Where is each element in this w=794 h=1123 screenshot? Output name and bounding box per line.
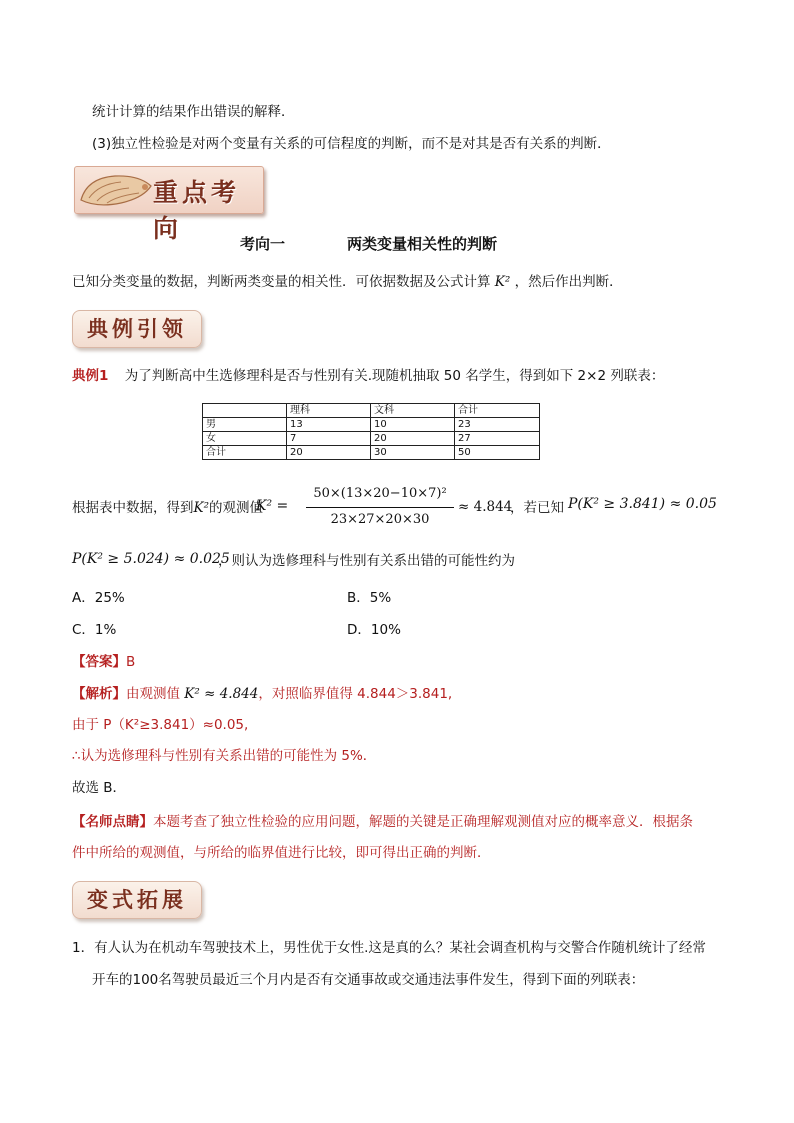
- condition-prefix: ，若已知: [510, 500, 564, 516]
- table-cell: 10: [371, 418, 455, 432]
- table-cell: 30: [371, 446, 455, 460]
- intro-line-1: 统计计算的结果作出错误的解释．: [92, 104, 295, 120]
- variant-extension-tag: 变式拓展: [72, 881, 202, 919]
- analysis-label: 【解析】: [72, 686, 126, 702]
- table-header-row: [203, 404, 540, 418]
- table-cell: 7: [287, 432, 371, 446]
- table-cell: 23: [455, 418, 540, 432]
- analysis-line-2: 由于 P（K²≥3.841）≈0.05,: [72, 717, 249, 733]
- k2-symbol: K²: [494, 274, 511, 290]
- analysis-k2-value: K² ≈ 4.844: [184, 686, 259, 702]
- table-row: [203, 418, 540, 432]
- table-header-cell: [203, 404, 287, 418]
- option-a[interactable]: A．25%: [72, 590, 125, 606]
- exercise-1-line-1: 1．有人认为在机动车驾驶技术上，男性优于女性.这是真的么？某社会调查机构与交警合作随机统计了经常: [72, 940, 706, 956]
- example-1-text: 为了判断高中生选修理科是否与性别有关.现随机抽取 50 名学生，得到如下 2×2 列联表：: [124, 368, 665, 384]
- formula-prefix-text: 根据表中数据，得到: [72, 500, 194, 516]
- formula-denominator: 23×27×20×30: [330, 512, 430, 527]
- teacher-remark-label: 【名师点睛】: [72, 814, 153, 830]
- question-text: ，则认为选修理科与性别有关系出错的可能性约为: [218, 553, 515, 569]
- analysis-line-1: [72, 684, 452, 704]
- section-description-text: 已知分类变量的数据，判断两类变量的相关性．可依据数据及公式计算: [72, 274, 491, 290]
- table-cell: 20: [287, 446, 371, 460]
- section-heading-title: 两类变量相关性的判断: [347, 235, 498, 253]
- table-row: [203, 432, 540, 446]
- formula-numerator: 50×(13×20−10×7)²: [313, 486, 447, 501]
- option-c[interactable]: C．1%: [72, 622, 117, 638]
- section-heading-number: 考向一: [240, 235, 286, 253]
- k2-equals: K² =: [256, 498, 289, 514]
- option-b[interactable]: B．5%: [347, 590, 392, 606]
- table-header-cell: 合计: [455, 404, 540, 418]
- formula-approx: ≈ 4.844: [458, 499, 513, 515]
- condition-1: P(K² ≥ 3.841) ≈ 0.05: [568, 496, 717, 512]
- answer-line: [72, 652, 135, 672]
- table-cell: 50: [455, 446, 540, 460]
- table-cell: 13: [287, 418, 371, 432]
- analysis-text-1a: 由观测值: [126, 686, 180, 702]
- table-cell: 27: [455, 432, 540, 446]
- exercise-1-line-2: 开车的100名驾驶员最近三个月内是否有交通事故或交通违法事件发生，得到下面的列联表：: [92, 972, 645, 988]
- formula-mid-text: 的观测值: [209, 500, 263, 516]
- analysis-line-3: ∴认为选修理科与性别有关系出错的可能性为 5%．: [72, 748, 377, 764]
- key-direction-banner: [74, 166, 264, 243]
- example-1-question: [72, 366, 664, 386]
- table-header-cell: 文科: [371, 404, 455, 418]
- table-cell: 20: [371, 432, 455, 446]
- section-description: [72, 272, 623, 292]
- section-description-end: ，然后作出判断．: [514, 274, 623, 290]
- analysis-text-1c: ，对照临界值得 4.844＞3.841,: [258, 686, 453, 702]
- answer-value: B: [126, 654, 136, 670]
- analysis-line-4: 故选 B．: [72, 780, 127, 796]
- fraction-bar: [306, 507, 454, 508]
- example-lead-tag: 典例引领: [72, 310, 202, 348]
- table-header-cell: 理科: [287, 404, 371, 418]
- table-cell: 合计: [203, 446, 287, 460]
- teacher-remark-line-2: 件中所给的观测值，与所给的临界值进行比较，即可得出正确的判断．: [72, 845, 491, 861]
- teacher-remark-text-1: 本题考查了独立性检验的应用问题，解题的关键是正确理解观测值对应的概率意义．根据条: [153, 814, 693, 830]
- intro-line-2: (3)独立性检验是对两个变量有关系的可信程度的判断，而不是对其是否有关系的判断．: [92, 136, 611, 152]
- table-cell: 男: [203, 418, 287, 432]
- example-1-label: 典例1: [72, 368, 109, 384]
- banner-title: 重点考向: [153, 178, 241, 243]
- table-row: [203, 446, 540, 460]
- formula-prefix: [72, 498, 263, 518]
- condition-2: P(K² ≥ 5.024) ≈ 0.025: [72, 551, 230, 567]
- option-d[interactable]: D．10%: [347, 622, 401, 638]
- table-cell: 女: [203, 432, 287, 446]
- conch-shell-icon: [77, 170, 157, 214]
- teacher-remark-line-1: [72, 812, 693, 832]
- answer-label: 【答案】: [72, 654, 126, 670]
- k2-symbol: K²: [193, 500, 209, 516]
- contingency-table: [202, 403, 540, 460]
